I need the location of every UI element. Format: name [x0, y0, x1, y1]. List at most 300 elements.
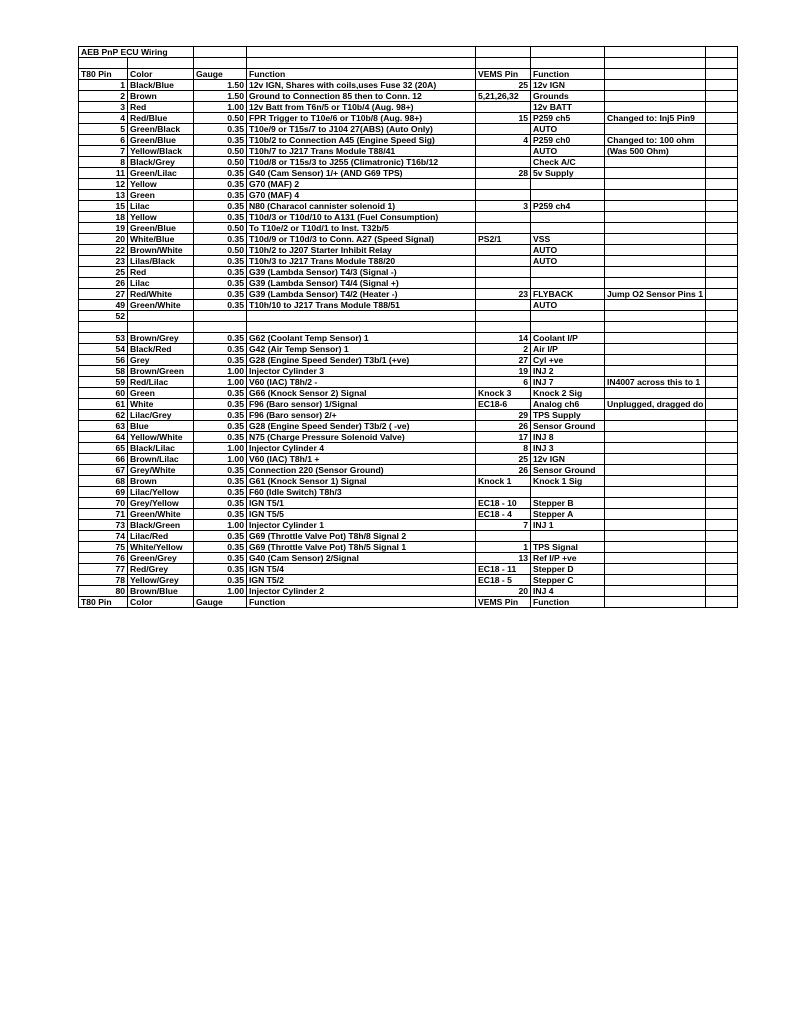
empty-cell [706, 596, 738, 607]
table-cell [605, 409, 706, 420]
table-cell: EC18 - 10 [476, 497, 531, 508]
table-cell: IGN T5/2 [247, 574, 476, 585]
table-cell [605, 354, 706, 365]
table-cell [605, 530, 706, 541]
table-cell: Knock 1 [476, 475, 531, 486]
empty-cell [706, 464, 738, 475]
table-cell: T10d/8 or T15s/3 to J255 (Climatronic) T16b/12 [247, 156, 476, 167]
table-cell: 0.35 [194, 464, 247, 475]
table-cell [476, 244, 531, 255]
empty-cell [706, 244, 738, 255]
empty-cell [706, 299, 738, 310]
table-cell: T10h/10 to J217 Trans Module T88/51 [247, 299, 476, 310]
table-cell: G61 (Knock Sensor 1) Signal [247, 475, 476, 486]
table-cell: Yellow [128, 178, 194, 189]
table-cell: Yellow [128, 211, 194, 222]
table-cell: (Was 500 Ohm) [605, 145, 706, 156]
table-cell: T10h/2 to J207 Starter Inhibit Relay [247, 244, 476, 255]
table-cell: 77 [79, 563, 128, 574]
table-cell: G69 (Throttle Valve Pot) T8h/8 Signal 2 [247, 530, 476, 541]
table-cell: G28 (Engine Speed Sender) T3b/2 ( -ve) [247, 420, 476, 431]
table-cell: AUTO [531, 244, 605, 255]
empty-cell [706, 233, 738, 244]
empty-cell [706, 431, 738, 442]
table-row [79, 508, 738, 519]
table-cell: 68 [79, 475, 128, 486]
table-row [79, 255, 738, 266]
table-cell: 25 [476, 453, 531, 464]
table-cell: Ground to Connection 85 then to Conn. 12 [247, 90, 476, 101]
table-cell [605, 552, 706, 563]
table-cell: EC18-6 [476, 398, 531, 409]
table-cell [247, 310, 476, 321]
table-cell: 63 [79, 420, 128, 431]
table-cell: TPS Supply [531, 409, 605, 420]
table-cell: 0.35 [194, 398, 247, 409]
table-cell: G62 (Coolant Temp Sensor) 1 [247, 332, 476, 343]
table-cell: Analog ch6 [531, 398, 605, 409]
empty-cell [706, 552, 738, 563]
table-cell: 8 [476, 442, 531, 453]
table-row [79, 178, 738, 189]
table-cell [605, 79, 706, 90]
table-cell [128, 58, 194, 69]
table-cell: White/Yellow [128, 541, 194, 552]
table-cell: Knock 1 Sig [531, 475, 605, 486]
table-cell: 27 [476, 354, 531, 365]
table-cell: 0.35 [194, 563, 247, 574]
table-cell: 19 [476, 365, 531, 376]
table-cell: 12v IGN [531, 453, 605, 464]
table-cell: IGN T5/4 [247, 563, 476, 574]
table-cell: To T10e/2 or T10d/1 to Inst. T32b/5 [247, 222, 476, 233]
empty-cell [706, 123, 738, 134]
table-cell: G39 (Lambda Sensor) T4/4 (Signal +) [247, 277, 476, 288]
table-cell [605, 508, 706, 519]
table-row [79, 321, 738, 332]
table-cell: 0.35 [194, 299, 247, 310]
table-cell: Green/White [128, 299, 194, 310]
table-cell [605, 277, 706, 288]
table-cell: Brown/Lilac [128, 453, 194, 464]
footer-row [79, 596, 738, 607]
table-cell: 69 [79, 486, 128, 497]
table-cell: Black/Lilac [128, 442, 194, 453]
table-row [79, 123, 738, 134]
table-cell: 73 [79, 519, 128, 530]
table-cell: 1 [79, 79, 128, 90]
table-cell: 0.35 [194, 431, 247, 442]
table-cell: Red/Grey [128, 563, 194, 574]
empty-cell [706, 310, 738, 321]
table-row [79, 277, 738, 288]
table-cell: Cyl +ve [531, 354, 605, 365]
table-cell: Red [128, 101, 194, 112]
table-cell: T10e/9 or T15s/7 to J104 27(ABS) (Auto Only) [247, 123, 476, 134]
column-header: T80 Pin [79, 596, 128, 607]
empty-cell [605, 68, 706, 79]
table-cell [605, 585, 706, 596]
empty-cell [706, 343, 738, 354]
column-header: Gauge [194, 596, 247, 607]
header-row [79, 68, 738, 79]
table-cell: AUTO [531, 123, 605, 134]
empty-cell [706, 365, 738, 376]
table-cell [605, 420, 706, 431]
table-cell: EC18 - 4 [476, 508, 531, 519]
table-cell: INJ 4 [531, 585, 605, 596]
table-cell [531, 211, 605, 222]
table-cell: Black/Blue [128, 79, 194, 90]
empty-cell [247, 47, 476, 58]
table-cell: TPS Signal [531, 541, 605, 552]
table-cell: 0.35 [194, 134, 247, 145]
table-cell: 0.50 [194, 112, 247, 123]
table-cell: Green [128, 189, 194, 200]
table-cell: 0.35 [194, 475, 247, 486]
empty-cell [706, 376, 738, 387]
table-cell: EC18 - 11 [476, 563, 531, 574]
empty-cell [706, 79, 738, 90]
table-cell [194, 58, 247, 69]
table-cell: T10b/2 to Connection A45 (Engine Speed Sig) [247, 134, 476, 145]
table-cell: 26 [476, 464, 531, 475]
empty-cell [706, 442, 738, 453]
table-row [79, 420, 738, 431]
table-cell [605, 244, 706, 255]
empty-cell [706, 497, 738, 508]
table-cell [605, 563, 706, 574]
table-cell: T10d/9 or T10d/3 to Conn. A27 (Speed Signal) [247, 233, 476, 244]
empty-cell [706, 288, 738, 299]
table-cell [605, 233, 706, 244]
table-cell: 23 [79, 255, 128, 266]
table-cell: 80 [79, 585, 128, 596]
table-cell [605, 310, 706, 321]
empty-cell [706, 398, 738, 409]
table-cell: 13 [79, 189, 128, 200]
table-cell: 0.35 [194, 541, 247, 552]
table-cell: IGN T5/5 [247, 508, 476, 519]
table-cell: 0.35 [194, 233, 247, 244]
table-cell [605, 58, 706, 69]
table-cell: 0.35 [194, 387, 247, 398]
table-cell: 70 [79, 497, 128, 508]
table-cell: G69 (Throttle Valve Pot) T8h/5 Signal 1 [247, 541, 476, 552]
table-cell [605, 442, 706, 453]
empty-cell [706, 563, 738, 574]
column-header: Color [128, 68, 194, 79]
table-cell: 15 [79, 200, 128, 211]
table-cell [476, 266, 531, 277]
table-row [79, 552, 738, 563]
table-cell [247, 58, 476, 69]
table-cell: Lilac [128, 277, 194, 288]
table-cell [531, 58, 605, 69]
table-cell: 1.50 [194, 90, 247, 101]
table-cell: 7 [79, 145, 128, 156]
empty-cell [706, 167, 738, 178]
table-cell: Injector Cylinder 3 [247, 365, 476, 376]
table-cell [605, 497, 706, 508]
table-cell [531, 486, 605, 497]
table-cell: INJ 8 [531, 431, 605, 442]
table-row [79, 376, 738, 387]
table-cell [531, 321, 605, 332]
table-cell: 0.35 [194, 178, 247, 189]
table-cell: Brown/Green [128, 365, 194, 376]
table-cell: G39 (Lambda Sensor) T4/3 (Signal -) [247, 266, 476, 277]
table-cell: Brown [128, 90, 194, 101]
table-cell: F96 (Baro sensor) 1/Signal [247, 398, 476, 409]
table-cell: EC18 - 5 [476, 574, 531, 585]
table-cell: 29 [476, 409, 531, 420]
table-row [79, 189, 738, 200]
table-cell [531, 530, 605, 541]
table-cell: G70 (MAF) 2 [247, 178, 476, 189]
table-cell: INJ 7 [531, 376, 605, 387]
wiring-table [78, 46, 738, 608]
table-cell: 11 [79, 167, 128, 178]
table-row [79, 299, 738, 310]
table-row [79, 156, 738, 167]
table-row [79, 519, 738, 530]
table-cell: 54 [79, 343, 128, 354]
table-cell: Green/White [128, 508, 194, 519]
table-cell: F96 (Baro sensor) 2/+ [247, 409, 476, 420]
table-cell: Brown/White [128, 244, 194, 255]
table-cell: T10h/7 to J217 Trans Module T88/41 [247, 145, 476, 156]
table-cell: V60 (IAC) T8h/2 - [247, 376, 476, 387]
table-cell: AUTO [531, 145, 605, 156]
table-cell: Grey/Yellow [128, 497, 194, 508]
table-row [79, 310, 738, 321]
table-cell: 26 [79, 277, 128, 288]
table-cell: 26 [476, 420, 531, 431]
table-cell: PS2/1 [476, 233, 531, 244]
empty-cell [706, 101, 738, 112]
table-cell: Check A/C [531, 156, 605, 167]
table-cell: Connection 220 (Sensor Ground) [247, 464, 476, 475]
table-cell [605, 464, 706, 475]
table-row [79, 365, 738, 376]
table-cell: Red/Lilac [128, 376, 194, 387]
table-cell: 0.35 [194, 409, 247, 420]
table-row [79, 58, 738, 69]
table-cell: 65 [79, 442, 128, 453]
table-row [79, 475, 738, 486]
empty-cell [706, 321, 738, 332]
empty-cell [605, 596, 706, 607]
table-cell [605, 343, 706, 354]
table-cell: 4 [476, 134, 531, 145]
table-cell [531, 266, 605, 277]
table-cell: Red [128, 266, 194, 277]
table-row [79, 145, 738, 156]
empty-cell [706, 585, 738, 596]
empty-cell [706, 453, 738, 464]
table-cell: 1.00 [194, 101, 247, 112]
empty-cell [706, 58, 738, 69]
table-cell: 78 [79, 574, 128, 585]
table-cell [605, 178, 706, 189]
table-cell: 0.35 [194, 189, 247, 200]
table-cell: 20 [79, 233, 128, 244]
table-cell: Lilas/Black [128, 255, 194, 266]
empty-cell [706, 211, 738, 222]
table-cell: FPR Trigger to T10e/6 or T10b/8 (Aug. 98+) [247, 112, 476, 123]
table-cell: 1.00 [194, 585, 247, 596]
table-cell [605, 486, 706, 497]
table-cell: Black/Green [128, 519, 194, 530]
table-cell: P259 ch5 [531, 112, 605, 123]
table-cell: 0.35 [194, 552, 247, 563]
table-cell: 0.50 [194, 156, 247, 167]
empty-cell [706, 222, 738, 233]
table-cell [476, 156, 531, 167]
table-cell [605, 211, 706, 222]
table-cell: 1.00 [194, 376, 247, 387]
empty-cell [706, 145, 738, 156]
table-row [79, 244, 738, 255]
table-row [79, 167, 738, 178]
table-row [79, 288, 738, 299]
table-cell [476, 321, 531, 332]
table-cell: T10d/3 or T10d/10 to A131 (Fuel Consumption) [247, 211, 476, 222]
table-cell [531, 178, 605, 189]
table-cell: Changed to: Inj5 Pin9 [605, 112, 706, 123]
empty-cell [706, 541, 738, 552]
table-row [79, 90, 738, 101]
empty-cell [194, 47, 247, 58]
table-row [79, 431, 738, 442]
empty-cell [706, 255, 738, 266]
table-row [79, 486, 738, 497]
column-header: Function [531, 68, 605, 79]
table-row [79, 200, 738, 211]
table-cell [476, 222, 531, 233]
table-cell: 56 [79, 354, 128, 365]
table-cell [605, 101, 706, 112]
table-cell: 1.00 [194, 365, 247, 376]
table-row [79, 497, 738, 508]
table-cell [476, 255, 531, 266]
table-row [79, 409, 738, 420]
table-cell: G70 (MAF) 4 [247, 189, 476, 200]
table-cell: 76 [79, 552, 128, 563]
table-cell [476, 277, 531, 288]
table-cell: Lilac/Grey [128, 409, 194, 420]
table-cell: 19 [79, 222, 128, 233]
table-cell: Green [128, 387, 194, 398]
table-cell: Injector Cylinder 2 [247, 585, 476, 596]
table-cell [79, 321, 128, 332]
table-cell: Green/Grey [128, 552, 194, 563]
table-cell: 52 [79, 310, 128, 321]
table-cell: 62 [79, 409, 128, 420]
table-cell: White [128, 398, 194, 409]
table-row [79, 387, 738, 398]
table-cell [605, 365, 706, 376]
table-row [79, 101, 738, 112]
table-cell: Black/Red [128, 343, 194, 354]
table-row [79, 453, 738, 464]
table-cell: 0.35 [194, 277, 247, 288]
table-cell [531, 222, 605, 233]
empty-cell [706, 530, 738, 541]
column-header: Gauge [194, 68, 247, 79]
table-cell [605, 167, 706, 178]
column-header: VEMS Pin [476, 68, 531, 79]
table-row [79, 541, 738, 552]
table-cell: 13 [476, 552, 531, 563]
table-cell: Injector Cylinder 4 [247, 442, 476, 453]
table-cell [605, 431, 706, 442]
table-cell: Blue [128, 420, 194, 431]
empty-cell [706, 90, 738, 101]
table-cell: Yellow/Black [128, 145, 194, 156]
table-cell: 0.35 [194, 255, 247, 266]
table-cell: 61 [79, 398, 128, 409]
table-cell: G42 (Air Temp Sensor) 1 [247, 343, 476, 354]
table-cell: INJ 3 [531, 442, 605, 453]
empty-cell [706, 189, 738, 200]
table-cell: 0.35 [194, 574, 247, 585]
table-cell [476, 530, 531, 541]
empty-cell [531, 47, 605, 58]
table-cell: 60 [79, 387, 128, 398]
table-row [79, 211, 738, 222]
table-cell: Brown/Grey [128, 332, 194, 343]
table-cell: 1.00 [194, 519, 247, 530]
table-cell [476, 123, 531, 134]
table-cell: Red/White [128, 288, 194, 299]
empty-cell [706, 475, 738, 486]
table-cell [605, 453, 706, 464]
empty-cell [706, 266, 738, 277]
table-cell: 25 [476, 79, 531, 90]
table-cell: 28 [476, 167, 531, 178]
table-cell [605, 90, 706, 101]
table-cell: 15 [476, 112, 531, 123]
table-cell: 71 [79, 508, 128, 519]
table-cell: Green/Black [128, 123, 194, 134]
table-row [79, 574, 738, 585]
table-cell: N80 (Characol cannister solenoid 1) [247, 200, 476, 211]
table-cell: F60 (Idle Switch) T8h/3 [247, 486, 476, 497]
column-header: T80 Pin [79, 68, 128, 79]
table-row [79, 112, 738, 123]
table-cell: 49 [79, 299, 128, 310]
table-cell: 0.35 [194, 497, 247, 508]
table-cell [605, 156, 706, 167]
table-cell: Red/Blue [128, 112, 194, 123]
table-cell: T10h/3 to J217 Trans Module T88/20 [247, 255, 476, 266]
empty-cell [706, 134, 738, 145]
table-row [79, 222, 738, 233]
empty-cell [706, 387, 738, 398]
table-cell: 0.50 [194, 244, 247, 255]
table-cell [605, 200, 706, 211]
table-cell: Green/Blue [128, 134, 194, 145]
empty-cell [706, 354, 738, 365]
table-cell [476, 299, 531, 310]
table-cell: 5 [79, 123, 128, 134]
table-cell: P259 ch0 [531, 134, 605, 145]
table-cell: Lilac/Yellow [128, 486, 194, 497]
table-cell: 75 [79, 541, 128, 552]
empty-cell [706, 332, 738, 343]
